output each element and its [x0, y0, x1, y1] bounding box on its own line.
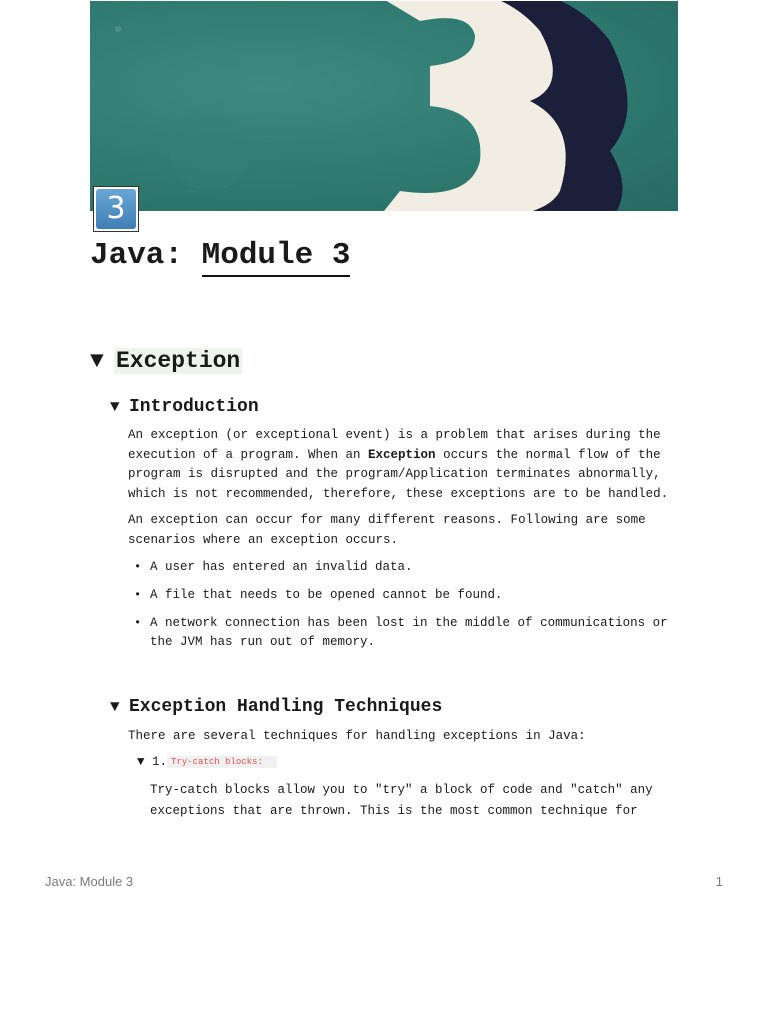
try-catch-toggle[interactable] [137, 755, 277, 769]
paragraph-text: occurs the normal flow of the program is disrupted and the program/Application terminates abnormally, which is not recommended, therefore, these exceptions are to be handled. [128, 447, 669, 501]
bold-term: Exception [368, 447, 436, 462]
techniques-toggle[interactable] [110, 697, 442, 717]
title-underlined: Module 3 [202, 238, 351, 277]
list-item: • A network connection has been lost in the middle of communications or the JVM has run out of memory. [128, 614, 688, 652]
number-three-image [90, 1, 678, 211]
toggle-triangle-icon[interactable]: ▼ [137, 755, 145, 769]
footer-title: Java: Module 3 [45, 874, 134, 889]
page-number: 1 [715, 874, 723, 889]
introduction-heading: Introduction [129, 397, 259, 417]
introduction-toggle[interactable] [110, 397, 259, 417]
list-item: • A user has entered an invalid data. [128, 558, 688, 577]
introduction-paragraph-2: An exception can occur for many different reasons. Following are some scenarios where an exception occurs. [128, 513, 646, 547]
toggle-triangle-icon[interactable]: ▼ [110, 698, 120, 716]
list-item: • A file that needs to be opened cannot be found. [128, 586, 688, 605]
exception-heading: Exception [116, 348, 241, 374]
exception-toggle[interactable] [90, 348, 242, 374]
try-catch-description: Try-catch blocks allow you to "try" a block of code and "catch" any exceptions that are thrown. This is the most common technique for [150, 783, 653, 818]
techniques-intro: There are several techniques for handling exceptions in Java: [128, 729, 586, 743]
inline-code: Try-catch blocks: [167, 756, 277, 768]
keycap-three-icon: 3 [96, 189, 136, 229]
techniques-heading: Exception Handling Techniques [129, 697, 443, 717]
paragraph-text: An exception (or exceptional event) is a problem that arises during the execution of a program. When an [128, 428, 661, 462]
cover-image [90, 1, 678, 211]
title-prefix: Java: [90, 238, 184, 273]
page-icon [93, 186, 139, 232]
introduction-paragraph-1 [128, 426, 688, 504]
scenario-list [128, 558, 688, 661]
page-title [90, 238, 350, 273]
toggle-triangle-icon[interactable]: ▼ [90, 348, 104, 374]
toggle-triangle-icon[interactable]: ▼ [110, 398, 120, 416]
item-number: 1. [152, 755, 168, 769]
